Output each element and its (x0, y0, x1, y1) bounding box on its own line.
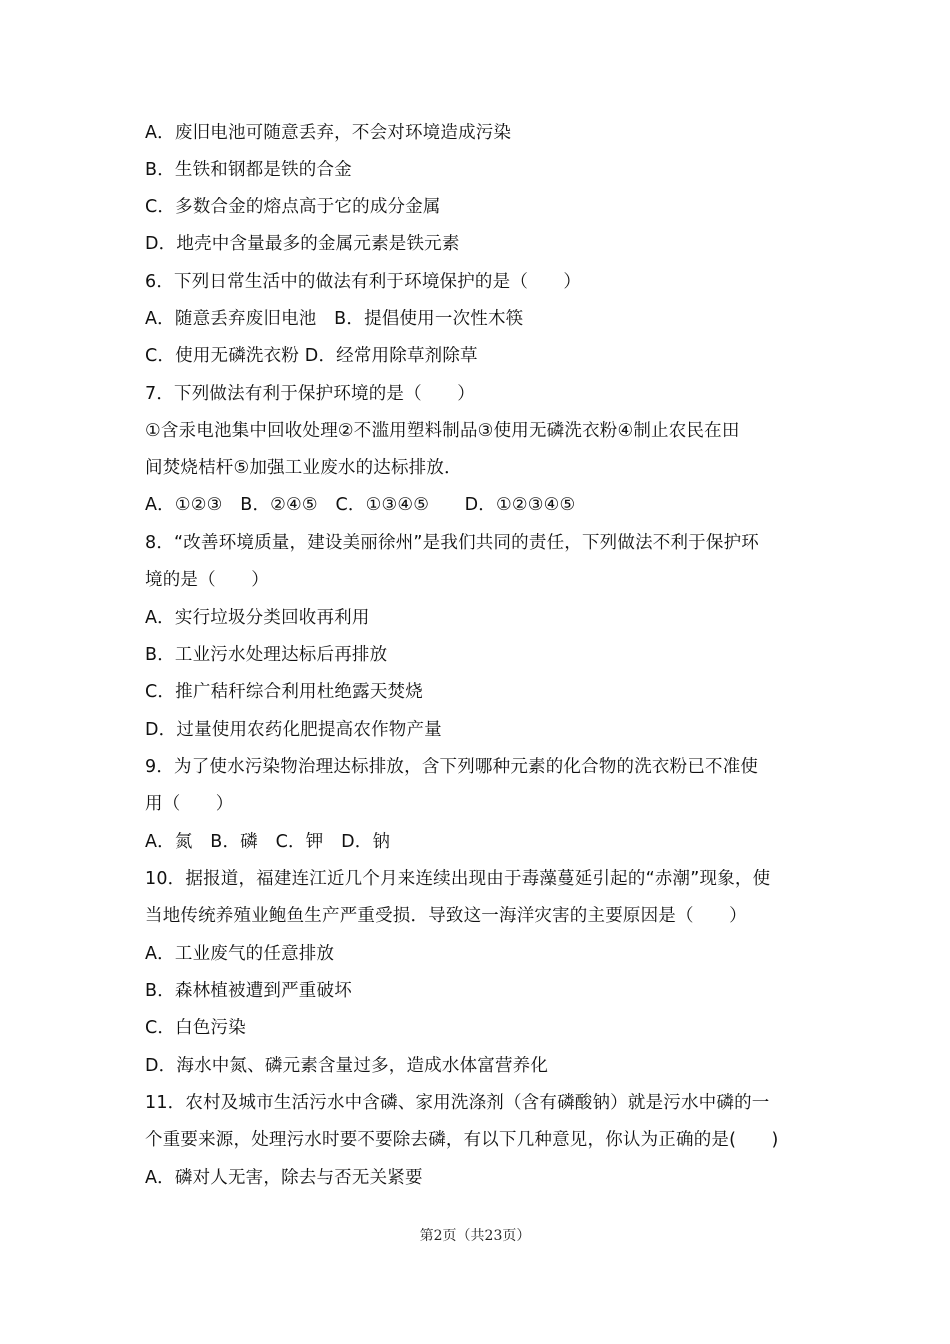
text-line: C．多数合金的熔点高于它的成分金属 (145, 197, 441, 217)
text-line: 境的是（ ） (145, 570, 269, 590)
question-line: 10．据报道，福建连江近几个月来连续出现由于毒藻蔓延引起的“赤潮”现象，使 (145, 869, 771, 889)
question-line: 9．为了使水污染物治理达标排放，含下列哪种元素的化合物的洗衣粉已不准使 (145, 757, 759, 777)
text-line: B．生铁和钢都是铁的合金 (145, 160, 352, 180)
text-line: A．①②③ B．②④⑤ C．①③④⑤ D．①②③④⑤ (145, 495, 576, 515)
text-line: ①含汞电池集中回收处理②不滥用塑料制品③使用无磷洗衣粉④制止农民在田 (145, 421, 740, 441)
text-line: A．磷对人无害，除去与否无关紧要 (145, 1168, 423, 1188)
text-line: A．实行垃圾分类回收再利用 (145, 608, 370, 628)
text-line: C．使用无磷洗衣粉 D．经常用除草剂除草 (145, 346, 478, 366)
text-line: 用（ ） (145, 794, 234, 814)
question-line: 11．农村及城市生活污水中含磷、家用洗涤剂（含有磷酸钠）就是污水中磷的一 (145, 1093, 770, 1113)
text-line: D．地壳中含量最多的金属元素是铁元素 (145, 234, 460, 254)
text-line: B．工业污水处理达标后再排放 (145, 645, 388, 665)
text-line: A．随意丢弃废旧电池 B．提倡使用一次性木筷 (145, 309, 524, 329)
text-line: C．白色污染 (145, 1018, 246, 1038)
text-line: A．工业废气的任意排放 (145, 944, 335, 964)
text-line: 当地传统养殖业鲍鱼生产严重受损．导致这一海洋灾害的主要原因是（ ） (145, 906, 747, 926)
page-footer: 第2页（共23页） (419, 1228, 531, 1244)
text-line: C．推广秸秆综合利用杜绝露天焚烧 (145, 682, 423, 702)
question-line: 7．下列做法有利于保护环境的是（ ） (145, 384, 475, 404)
question-line: 6．下列日常生活中的做法有利于环境保护的是（ ） (145, 272, 582, 292)
text-line: 个重要来源，处理污水时要不要除去磷，有以下几种意见，你认为正确的是( ) (145, 1130, 779, 1150)
text-line: D．海水中氮、磷元素含量过多，造成水体富营养化 (145, 1056, 549, 1076)
question-line: 8．“改善环境质量，建设美丽徐州”是我们共同的责任，下列做法不利于保护环 (145, 533, 759, 553)
text-line: A．氮 B．磷 C．钾 D．钠 (145, 832, 391, 852)
text-line: B．森林植被遭到严重破坏 (145, 981, 352, 1001)
text-line: A．废旧电池可随意丢弃，不会对环境造成污染 (145, 123, 512, 143)
text-line: 间焚烧桔杆⑤加强工业废水的达标排放． (145, 458, 462, 478)
text-line: D．过量使用农药化肥提高农作物产量 (145, 720, 442, 740)
